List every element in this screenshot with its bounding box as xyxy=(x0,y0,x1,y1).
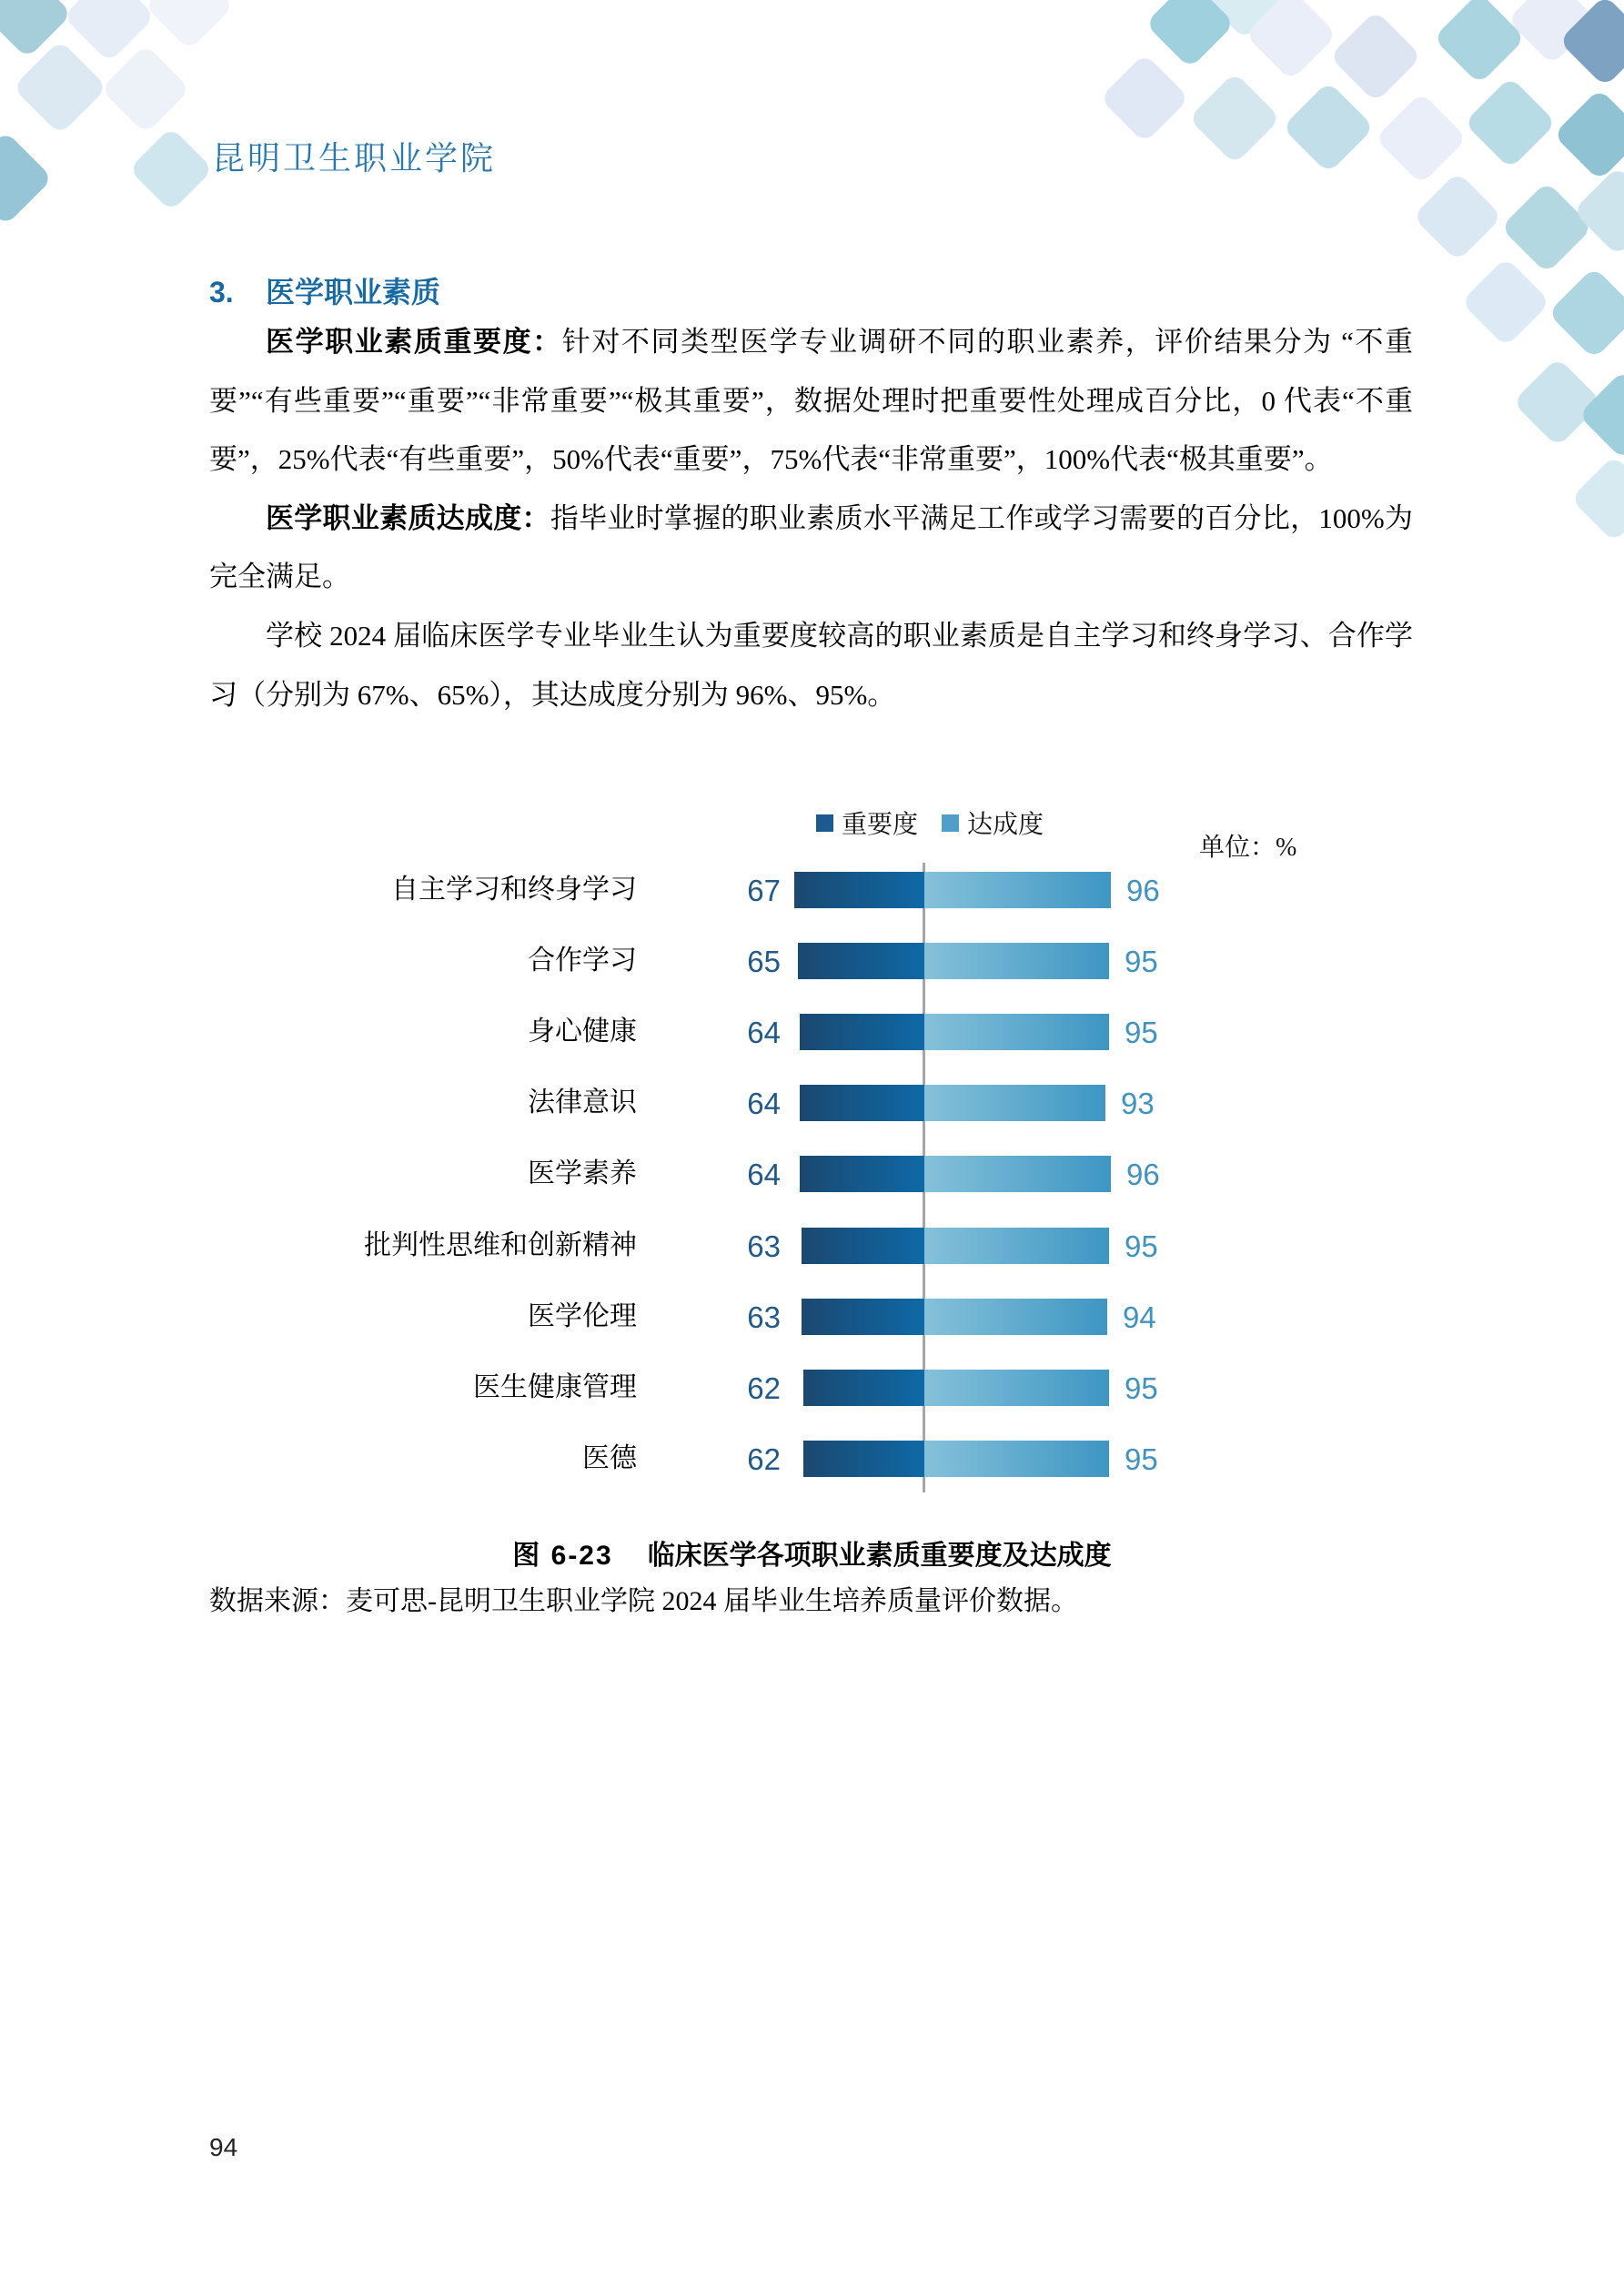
body-text xyxy=(209,313,1413,724)
figure-number: 图 6-23 xyxy=(512,1541,613,1571)
paragraph-importance-definition xyxy=(209,313,1413,490)
center-axis-line xyxy=(923,863,925,1492)
unit-note: 单位：% xyxy=(1199,834,1297,862)
importance-bar xyxy=(803,1370,924,1406)
achievement-value: 95 xyxy=(1125,1016,1158,1049)
importance-value: 65 xyxy=(747,945,781,978)
decor-diamond-icon xyxy=(1145,0,1236,68)
achievement-value: 95 xyxy=(1125,1442,1158,1476)
decor-diamond-icon xyxy=(145,0,235,50)
decor-diamond-icon xyxy=(1100,54,1190,144)
chart-row xyxy=(0,872,1624,908)
category-label: 法律意识 xyxy=(528,1087,637,1118)
importance-value: 67 xyxy=(747,874,781,907)
achievement-value: 95 xyxy=(1125,1371,1158,1405)
decor-diamond-icon xyxy=(1433,0,1526,85)
achievement-bar xyxy=(924,1156,1111,1192)
chart-row xyxy=(0,1156,1624,1192)
page-number: 94 xyxy=(209,2133,238,2161)
paragraph-text: 学校 2024 届临床医学专业毕业生认为重要度较高的职业素质是自主学习和终身学习、合作学习（分别为 67%、65%），其达成度分别为 96%、95%。 xyxy=(209,619,1413,711)
paragraph-lead: 医学职业素质达成度： xyxy=(266,501,550,534)
figure-caption xyxy=(0,1532,1624,1573)
achievement-value: 93 xyxy=(1121,1087,1155,1120)
importance-swatch-icon xyxy=(816,814,833,832)
achievement-value: 96 xyxy=(1126,874,1160,907)
section-title: 医学职业素质 xyxy=(266,276,441,308)
importance-bar xyxy=(802,1299,924,1335)
achievement-value: 95 xyxy=(1125,1229,1158,1263)
chart-row xyxy=(0,943,1624,979)
achievement-bar xyxy=(924,1299,1107,1335)
decor-diamond-icon xyxy=(101,45,191,135)
importance-bar xyxy=(794,872,924,908)
chart-row xyxy=(0,1014,1624,1050)
decor-diamond-icon xyxy=(1413,172,1503,262)
decor-diamond-icon xyxy=(1548,267,1624,359)
achievement-bar xyxy=(924,872,1111,908)
category-label: 自主学习和终身学习 xyxy=(391,875,637,905)
importance-value: 64 xyxy=(747,1016,781,1049)
importance-value: 62 xyxy=(747,1371,781,1405)
chart-row xyxy=(0,1085,1624,1121)
importance-value: 63 xyxy=(747,1300,781,1334)
decor-diamond-icon xyxy=(1500,181,1593,274)
decor-diamond-icon xyxy=(1375,92,1468,185)
legend-label-importance: 重要度 xyxy=(842,811,919,839)
achievement-bar xyxy=(924,1441,1109,1477)
paragraph-achievement-definition xyxy=(209,490,1413,607)
legend-item-importance xyxy=(816,804,918,841)
decor-diamond-icon xyxy=(1329,10,1422,103)
decor-diamond-icon xyxy=(1579,370,1624,460)
achievement-bar xyxy=(924,1014,1109,1050)
importance-value: 64 xyxy=(747,1158,781,1191)
category-label: 身心健康 xyxy=(528,1017,637,1047)
decor-diamond-icon xyxy=(0,131,53,227)
legend-item-achievement xyxy=(942,804,1044,841)
chart-legend xyxy=(816,804,1044,841)
achievement-bar xyxy=(924,1228,1109,1264)
decor-diamond-icon xyxy=(1570,455,1624,542)
achievement-value: 96 xyxy=(1126,1158,1160,1191)
chart-row xyxy=(0,1370,1624,1406)
decor-diamond-icon xyxy=(1282,81,1375,174)
importance-bar xyxy=(800,1014,924,1050)
figure-title: 临床医学各项职业素质重要度及达成度 xyxy=(647,1541,1112,1571)
importance-bar xyxy=(802,1228,924,1264)
school-header: 昆明卫生职业学院 xyxy=(212,140,497,177)
source-note: 数据来源：麦可思-昆明卫生职业学院 2024 届毕业生培养质量评价数据。 xyxy=(209,1586,1078,1616)
legend-label-achievement: 达成度 xyxy=(967,811,1044,839)
importance-bar xyxy=(800,1085,924,1121)
paragraph-findings xyxy=(209,607,1413,724)
achievement-bar xyxy=(924,1085,1105,1121)
importance-value: 62 xyxy=(747,1442,781,1476)
chart-row xyxy=(0,1299,1624,1335)
category-label: 医学素养 xyxy=(528,1158,637,1188)
paragraph-lead: 医学职业素质重要度： xyxy=(266,326,562,358)
section-heading xyxy=(209,269,440,311)
decor-diamond-icon xyxy=(1553,88,1624,181)
category-label: 合作学习 xyxy=(528,946,637,976)
decor-diamond-icon xyxy=(13,40,108,136)
achievement-value: 94 xyxy=(1123,1300,1156,1334)
decor-diamond-icon xyxy=(1188,72,1281,165)
achievement-bar xyxy=(924,1370,1109,1406)
decor-diamond-icon xyxy=(1464,76,1557,169)
decor-diamond-icon xyxy=(1461,258,1551,348)
paragraph-text: 指毕业时掌握的职业素质水平满足工作或学习需要的百分比，100%为完全满足。 xyxy=(209,501,1413,593)
importance-bar xyxy=(800,1156,924,1192)
importance-value: 64 xyxy=(747,1087,781,1120)
section-number: 3. xyxy=(209,276,234,308)
achievement-swatch-icon xyxy=(942,814,959,832)
category-label: 医生健康管理 xyxy=(473,1372,637,1402)
paragraph-text: 针对不同类型医学专业调研不同的职业素养，评价结果分为 “不重要”“有些重要”“重要”“非常重要”“极其重要”，数据处理时把重要性处理成百分比，0 代表“不重要”，25%代表“有些重要”，50%代表“重要”，75%代表“非常重要”，100%代表“极其重要”。 xyxy=(209,326,1413,476)
importance-bar xyxy=(798,943,924,979)
chart-row xyxy=(0,1441,1624,1477)
decor-diamond-icon xyxy=(1573,167,1624,257)
category-label: 医学伦理 xyxy=(528,1301,637,1331)
chart-row xyxy=(0,1228,1624,1264)
importance-value: 63 xyxy=(747,1229,781,1263)
achievement-bar xyxy=(924,943,1109,979)
importance-bar xyxy=(803,1441,924,1477)
achievement-value: 95 xyxy=(1125,945,1158,978)
category-label: 批判性思维和创新精神 xyxy=(364,1230,637,1260)
decor-diamond-icon xyxy=(128,126,213,211)
category-label: 医德 xyxy=(582,1443,637,1473)
